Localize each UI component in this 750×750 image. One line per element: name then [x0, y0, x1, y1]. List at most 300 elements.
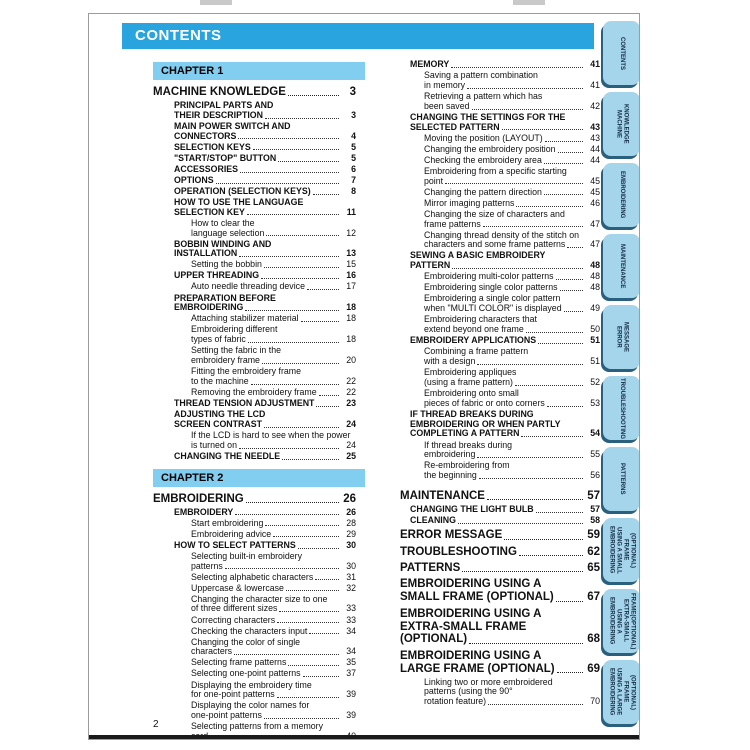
dot-leader [538, 343, 583, 344]
dot-leader [544, 163, 583, 164]
toc-entry [153, 519, 356, 529]
toc-entry-line: Displaying the embroidery time [191, 679, 312, 690]
toc-entry [153, 508, 356, 518]
dot-leader [303, 676, 339, 677]
dot-leader [277, 697, 339, 698]
toc-entry-title: patterns [191, 560, 223, 571]
toc-entry [153, 314, 356, 324]
toc-entry-page: 69 [587, 662, 600, 675]
dot-leader [477, 457, 583, 458]
toc-entry-title: MEMORY [410, 59, 450, 69]
toc-entry-title: Checking the embroidery area [424, 154, 542, 165]
dot-leader [477, 364, 583, 365]
dot-leader [298, 548, 339, 549]
toc-entry-page: 5 [351, 152, 356, 163]
toc-entry-title: Start embroidering [191, 517, 264, 528]
toc-entry-page: 23 [346, 398, 356, 409]
toc-entry [400, 92, 600, 112]
dot-leader [558, 152, 583, 153]
toc-entry-title: Selecting one-point patterns [191, 668, 301, 679]
dot-leader [544, 194, 583, 195]
dot-leader [556, 279, 583, 280]
dot-leader [309, 633, 339, 634]
toc-entry-page: 12 [346, 227, 356, 238]
page-number: 2 [153, 719, 159, 730]
edge-tab-index [603, 21, 640, 724]
chapter2-entries [153, 493, 356, 740]
toc-entry-title: "START/STOP" BUTTON [174, 152, 277, 163]
dot-leader [265, 525, 339, 526]
toc-entry-line: IF THREAD BREAKS DURING [410, 408, 534, 419]
toc-entry-title: one-point patterns [191, 710, 262, 721]
toc-entry [153, 101, 356, 121]
toc-entry-title: SCREEN CONTRAST [174, 418, 262, 429]
toc-entry-page: 13 [346, 248, 356, 259]
toc-entry-title: to the machine [191, 376, 249, 386]
toc-entry-title: Correcting characters [191, 614, 276, 625]
dot-leader [483, 226, 583, 227]
dot-leader [245, 310, 339, 311]
toc-entry-title: SELECTION KEY [174, 206, 245, 217]
toc-entry-title: Selecting frame patterns [191, 657, 287, 668]
toc-entry-title: HOW TO SELECT PATTERNS [174, 539, 296, 550]
toc-entry-page: 50 [590, 324, 600, 335]
toc-entry-page: 68 [587, 633, 600, 646]
toc-entry [153, 399, 356, 409]
toc-entry-line: Fitting the embroidery frame [191, 366, 302, 377]
toc-entry-page: 52 [590, 376, 600, 387]
toc-entry-page: 47 [590, 218, 600, 229]
toc-entry-title: point [424, 175, 444, 186]
toc-entry-page: 34 [346, 625, 356, 636]
edge-tab-label: CONTENTS [618, 36, 625, 70]
toc-entry-line: Embroidering a single color pattern [424, 293, 561, 304]
toc-entry-page: 18 [346, 313, 356, 324]
toc-entry-line: Changing the character size to one [191, 593, 328, 604]
dot-leader [458, 523, 583, 524]
scan-artifact [200, 0, 232, 5]
toc-entry-page: 33 [346, 603, 356, 614]
toc-entry-title: Changing the pattern direction [424, 186, 542, 197]
toc-entry [400, 156, 600, 166]
chapter1-entries [153, 86, 356, 462]
scan-artifact [513, 0, 545, 5]
dot-leader [216, 183, 339, 184]
toc-entry-page: 57 [590, 503, 600, 514]
dot-leader [545, 141, 583, 142]
toc-entry-line: EMBROIDERING OR WHEN PARTLY [410, 418, 561, 429]
toc-entry-line: PRINCIPAL PARTS AND [174, 99, 274, 110]
toc-entry [153, 154, 356, 164]
toc-entry-page: 6 [351, 163, 356, 174]
toc-entry [153, 658, 356, 668]
toc-entry-page: 18 [346, 334, 356, 345]
toc-entry-title: MACHINE KNOWLEDGE [153, 86, 286, 98]
dot-leader [239, 448, 339, 449]
dot-leader [248, 342, 339, 343]
toc-entry-title: INSTALLATION [174, 248, 238, 259]
toc-entry-page: 44 [590, 143, 600, 154]
toc-entry-page: 20 [346, 355, 356, 366]
edge-tab-embroidering-extra-small-frame [603, 589, 640, 653]
toc-entry-line: Changing the size of characters and [424, 208, 565, 219]
edge-tab-label: EMBROIDERING USING A EXTRA-SMALL FRAME(OPTIONAL) [608, 592, 636, 650]
toc-entry-title: Embroidering advice [191, 528, 272, 539]
toc-entry-page: 29 [346, 528, 356, 539]
toc-entry [153, 431, 356, 451]
toc-entry [400, 188, 600, 198]
toc-entry-title: the beginning [424, 470, 477, 481]
toc-entry-title: OPERATION (SELECTION KEYS) [174, 185, 311, 196]
toc-entry-page: 53 [590, 397, 600, 408]
toc-entry [400, 145, 600, 155]
chapter2-continued-entries [400, 60, 600, 481]
toc-entry [153, 552, 356, 572]
toc-entry-line: PREPARATION BEFORE [174, 292, 276, 303]
toc-entry-page: 24 [346, 418, 356, 429]
edge-tab-embroidering-large-frame [603, 660, 640, 724]
toc-entry-title: rotation feature) [424, 696, 487, 707]
toc-entry [400, 410, 600, 440]
toc-entry-title: Attaching stabilizer material [191, 313, 299, 324]
toc-entry [153, 541, 356, 551]
edge-tab-error-message [603, 305, 640, 369]
dot-leader [246, 502, 339, 503]
toc-entry-page: 31 [346, 571, 356, 582]
toc-entry-page: 65 [587, 562, 600, 575]
toc-entry [153, 681, 356, 701]
toc-entry-page: 34 [346, 646, 356, 657]
dot-leader [479, 478, 583, 479]
toc-entry [400, 608, 600, 647]
toc-entry-title: Changing the embroidery position [424, 143, 556, 154]
toc-entry [400, 529, 600, 542]
dot-leader [547, 406, 583, 407]
toc-entry-title: CHANGING THE LIGHT BULB [410, 503, 534, 514]
toc-entry-page: 45 [590, 175, 600, 186]
toc-entry-line: EMBROIDERING USING A [400, 649, 542, 662]
toc-entry-title: TROUBLESHOOTING [400, 545, 517, 558]
toc-entry-title: with a design [424, 356, 476, 366]
dot-leader [319, 395, 339, 396]
edge-tab-label: PATTERNS [618, 463, 625, 495]
dot-leader [526, 332, 583, 333]
toc-entry [400, 251, 600, 271]
toc-entry-line: MAIN POWER SWITCH AND [174, 120, 291, 131]
toc-entry [153, 325, 356, 345]
toc-entry-title: extend beyond one frame [424, 324, 524, 335]
dot-leader [560, 290, 584, 291]
toc-entry-title: is turned on [191, 439, 237, 450]
dot-leader [556, 601, 583, 602]
dot-leader [251, 384, 339, 385]
toc-entry-page: 57 [587, 490, 600, 503]
toc-right-column [400, 60, 600, 708]
toc-entry-title: Auto needle threading device [191, 281, 305, 292]
dot-leader [282, 459, 339, 460]
dot-leader [247, 214, 339, 215]
toc-entry [400, 167, 600, 187]
dot-leader [273, 536, 339, 537]
toc-entry-page: 37 [346, 668, 356, 679]
toc-entry [153, 219, 356, 239]
dot-leader [313, 194, 339, 195]
dot-leader [307, 289, 339, 290]
dot-leader [261, 278, 339, 279]
dot-leader [467, 88, 583, 89]
toc-entry-page: 3 [351, 109, 356, 120]
toc-entry-page: 33 [346, 614, 356, 625]
toc-entry-line: Re-embroidering from [424, 460, 510, 471]
toc-entry-page: 39 [346, 710, 356, 721]
dot-leader [445, 183, 583, 184]
toc-entry [153, 627, 356, 637]
toc-entry [153, 452, 356, 462]
toc-entry-line: Saving a pattern combination [424, 70, 538, 81]
toc-entry [153, 638, 356, 658]
toc-entry-page: 3 [349, 86, 356, 98]
dot-leader [277, 622, 339, 623]
dot-leader [235, 514, 339, 515]
toc-entry-title: EMBROIDERY [174, 506, 234, 517]
toc-entry-title: when "MULTI COLOR" is displayed [424, 303, 562, 314]
toc-entry-page: 45 [590, 186, 600, 197]
toc-entry-title: of three different sizes [191, 603, 278, 614]
edge-tab-maintenance [603, 234, 640, 298]
toc-entry-page: 49 [590, 303, 600, 314]
toc-entry-title: ERROR MESSAGE [400, 529, 503, 542]
dot-leader [488, 704, 583, 705]
toc-entry [153, 701, 356, 721]
toc-entry-page: 48 [590, 271, 600, 282]
toc-entry-title: characters [191, 646, 233, 657]
toc-entry [153, 530, 356, 540]
dot-leader [557, 672, 583, 673]
toc-entry-page: 16 [346, 270, 356, 281]
page-bottom-edge [89, 735, 639, 739]
dot-leader [279, 611, 339, 612]
toc-entry-title: OPTIONS [174, 174, 214, 185]
toc-entry-page: 46 [590, 197, 600, 208]
dot-leader [504, 539, 583, 540]
toc-entry-title: EMBROIDERY APPLICATIONS [410, 335, 537, 346]
toc-entry [400, 199, 600, 209]
dot-leader [264, 718, 339, 719]
toc-entry-line: If thread breaks during [424, 439, 513, 450]
toc-entry-line: Combining a frame pattern [424, 346, 529, 357]
toc-entry [153, 616, 356, 626]
dot-leader [487, 499, 583, 500]
toc-entry-page: 56 [590, 470, 600, 481]
toc-entry-page: 5 [351, 141, 356, 152]
toc-entry-title: PATTERN [410, 260, 451, 271]
toc-entry-line: How to clear the [191, 217, 255, 228]
toc-entry-title: characters and some frame patterns [424, 239, 566, 250]
toc-entry [153, 294, 356, 314]
toc-entry-page: 39 [346, 689, 356, 700]
dot-leader [519, 555, 583, 556]
toc-entry-page: 59 [587, 529, 600, 542]
toc-entry-title: MAINTENANCE [400, 490, 485, 503]
edge-tab-machine-knowledge [603, 92, 640, 156]
toc-entry-line: Changing the color of single [191, 636, 301, 647]
toc-entry [400, 347, 600, 367]
toc-entry-title: frame patterns [424, 218, 481, 229]
toc-entry [153, 493, 356, 506]
toc-entry [400, 283, 600, 293]
toc-entry [400, 134, 600, 144]
toc-entry-title: Embroidering multi-color patterns [424, 271, 554, 282]
toc-entry-line: BOBBIN WINDING AND [174, 238, 272, 249]
toc-entry-title: Uppercase & lowercase [191, 582, 284, 593]
edge-tab-patterns [603, 447, 640, 511]
manual-page [88, 13, 640, 740]
dot-leader [225, 568, 339, 569]
toc-entry [400, 60, 600, 70]
dot-leader [315, 579, 339, 580]
toc-entry-line: Embroidering appliques [424, 367, 517, 378]
dot-leader [266, 235, 339, 236]
toc-entry-title: embroidering [424, 449, 476, 460]
toc-entry-page: 26 [343, 492, 356, 505]
toc-entry-page: 15 [346, 259, 356, 270]
toc-entry [153, 240, 356, 260]
toc-entry-title: Moving the position (LAYOUT) [424, 132, 543, 143]
toc-entry-line: Retrieving a pattern which has [424, 90, 543, 101]
dot-leader [536, 512, 583, 513]
toc-entry-page: 26 [346, 506, 356, 517]
dot-leader [288, 95, 339, 96]
toc-entry-title: CLEANING [410, 514, 456, 525]
toc-entry-title: EMBROIDERING [174, 302, 244, 313]
toc-entry [153, 122, 356, 142]
toc-entry-title: embroidery frame [191, 355, 260, 366]
edge-tab-label: EMBROIDERING USING A SMALL FRAME (OPTIONAL) [608, 526, 636, 574]
toc-entry-page: 62 [587, 545, 600, 558]
toc-entry [153, 165, 356, 175]
toc-entry-title: THEIR DESCRIPTION [174, 109, 263, 120]
toc-entry [153, 260, 356, 270]
dot-leader [567, 247, 583, 248]
toc-entry-title: language selection [191, 227, 265, 238]
toc-entry-title: (using a frame pattern) [424, 376, 513, 387]
toc-entry-page: 41 [590, 59, 600, 69]
toc-entry-page: 28 [346, 517, 356, 528]
toc-entry-line: Selecting built-in embroidery [191, 550, 302, 561]
toc-entry-line: Embroidering onto small [424, 387, 519, 398]
toc-entry [400, 368, 600, 388]
dot-leader [462, 571, 583, 572]
toc-entry-title: SELECTED PATTERN [410, 121, 500, 132]
toc-entry-line: EMBROIDERING USING A [400, 607, 542, 620]
toc-entry [400, 505, 600, 515]
dot-leader [515, 385, 583, 386]
toc-entry [153, 346, 356, 366]
toc-entry-page: 17 [346, 281, 356, 292]
dot-leader [564, 311, 583, 312]
dot-leader [521, 436, 583, 437]
edge-tab-label: TROUBLESHOOTING [618, 377, 625, 439]
toc-entry-title: been saved [424, 100, 470, 111]
toc-entry-title: Checking the characters input [191, 625, 308, 636]
dot-leader [301, 321, 339, 322]
toc-entry [153, 584, 356, 594]
toc-entry [153, 187, 356, 197]
toc-entry [153, 367, 356, 387]
toc-entry [400, 315, 600, 335]
toc-entry-page: 51 [590, 356, 600, 366]
toc-entry-line: If the LCD is hard to see when the power [191, 429, 351, 440]
toc-entry-line: EMBROIDERING USING A [400, 578, 542, 591]
toc-left-column [153, 62, 356, 740]
toc-entry-line: SEWING A BASIC EMBROIDERY [410, 250, 546, 261]
dot-leader [278, 161, 339, 162]
toc-entry-page: 7 [351, 174, 356, 185]
toc-entry-page: 4 [351, 130, 356, 141]
toc-entry [153, 388, 356, 398]
toc-entry-page: 58 [590, 514, 600, 525]
toc-entry-title: LARGE FRAME (OPTIONAL) [400, 662, 555, 675]
dot-leader [288, 665, 339, 666]
toc-entry-page: 22 [346, 387, 356, 398]
dot-leader [502, 129, 583, 130]
edge-tab-label: EMBROIDERING [618, 171, 625, 219]
toc-entry-line: Selecting patterns from a memory [191, 721, 324, 732]
chapter1-banner: CHAPTER 1 [153, 62, 365, 80]
dot-leader [472, 109, 584, 110]
toc-entry-title: Embroidering single color patterns [424, 282, 558, 293]
toc-entry-line: patterns (using the 90° [424, 686, 513, 697]
toc-entry [400, 461, 600, 481]
dot-leader [262, 363, 339, 364]
toc-entry-title: UPPER THREADING [174, 270, 260, 281]
toc-entry-page: 30 [346, 560, 356, 571]
page-title: CONTENTS [122, 23, 594, 49]
toc-entry-title: Selecting alphabetic characters [191, 571, 314, 582]
toc-entry-title: ACCESSORIES [174, 163, 239, 174]
dot-leader [265, 118, 339, 119]
toc-entry-page: 48 [590, 260, 600, 271]
toc-entry [400, 490, 600, 503]
toc-entry-title: Setting the bobbin [191, 259, 262, 270]
toc-entry [400, 678, 600, 708]
toc-entry [153, 282, 356, 292]
toc-entry-line: Embroidering from a specific starting [424, 165, 567, 176]
toc-entry-title: types of fabric [191, 334, 246, 345]
toc-entry-title: in memory [424, 79, 466, 90]
toc-entry [400, 546, 600, 559]
toc-entry [153, 143, 356, 153]
back-section-entries [400, 490, 600, 707]
dot-leader [316, 406, 339, 407]
edge-tab-label: ERROR MESSAGE [615, 321, 629, 352]
dot-leader [286, 590, 339, 591]
dot-leader [253, 149, 339, 150]
edge-tab-embroidering-small-frame [603, 518, 640, 582]
edge-tab-embroidering [603, 163, 640, 227]
toc-entry-line: Setting the fabric in the [191, 345, 281, 356]
toc-entry [400, 272, 600, 282]
toc-entry-title: PATTERNS [400, 562, 461, 575]
toc-entry [400, 650, 600, 676]
toc-entry-page: 30 [346, 539, 356, 550]
toc-entry [400, 389, 600, 409]
toc-entry-line: EXTRA-SMALL FRAME [400, 620, 527, 633]
toc-entry-line: Embroidering different [191, 324, 278, 335]
toc-entry-title: EMBROIDERING [153, 492, 244, 505]
toc-entry-title: COMPLETING A PATTERN [410, 428, 520, 439]
toc-entry [400, 71, 600, 91]
